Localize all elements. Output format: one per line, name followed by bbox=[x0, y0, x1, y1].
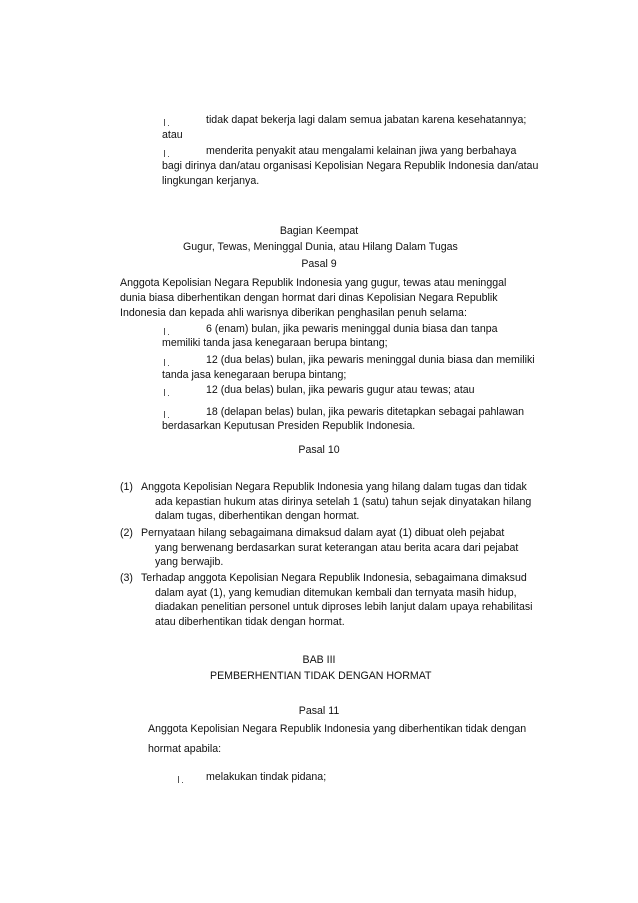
list-marker bbox=[164, 359, 168, 366]
paragraph-line: hormat apabila: bbox=[148, 743, 222, 755]
list-item-text: 12 (dua belas) bulan, jika pewaris meninggal dunia biasa dan memiliki bbox=[206, 354, 535, 366]
article-title: Pasal 11 bbox=[298, 705, 340, 717]
list-item-text: 12 (dua belas) bulan, jika pewaris gugur atau tewas; atau bbox=[206, 384, 475, 396]
paragraph-line: yang berwajib. bbox=[155, 556, 224, 568]
paragraph-line: diadakan penelitian personel untuk diproses lebih lanjut dalam upaya rehabilitasi bbox=[155, 601, 533, 613]
paragraph-number: (1) bbox=[120, 481, 133, 493]
section-heading: Bagian Keempat bbox=[279, 225, 359, 237]
paragraph-line: Anggota Kepolisian Negara Republik Indonesia yang diberhentikan tidak dengan bbox=[148, 723, 527, 735]
list-item-text: berdasarkan Keputusan Presiden Republik Indonesia. bbox=[162, 420, 416, 432]
article-title: Pasal 10 bbox=[298, 444, 340, 456]
list-marker bbox=[164, 411, 168, 418]
list-marker bbox=[178, 776, 182, 783]
paragraph-line: dunia biasa diberhentikan dengan hormat dari dinas Kepolisian Negara Republik bbox=[120, 292, 498, 304]
paragraph-number: (3) bbox=[120, 572, 133, 584]
list-item-text: 18 (delapan belas) bulan, jika pewaris ditetapkan sebagai pahlawan bbox=[206, 406, 525, 418]
article-title: Pasal 9 bbox=[301, 258, 337, 270]
list-item-text: melakukan tindak pidana; bbox=[206, 771, 327, 783]
list-item-text: memiliki tanda jasa kenegaraan berupa bintang; bbox=[162, 337, 388, 349]
paragraph-line: Anggota Kepolisian Negara Republik Indonesia yang hilang dalam tugas dan tidak bbox=[141, 481, 527, 493]
paragraph-line: dalam ayat (1), yang kemudian ditemukan kembali dan ternyata masih hidup, bbox=[155, 587, 517, 599]
paragraph-line: Anggota Kepolisian Negara Republik Indonesia yang gugur, tewas atau meninggal bbox=[120, 277, 507, 289]
paragraph-line: Terhadap anggota Kepolisian Negara Republik Indonesia, sebagaimana dimaksud bbox=[141, 572, 527, 584]
list-item-text: tanda jasa kenegaraan berupa bintang; bbox=[162, 369, 347, 381]
list-marker bbox=[164, 328, 168, 335]
list-marker bbox=[164, 119, 168, 126]
paragraph-line: Pernyataan hilang sebagaimana dimaksud dalam ayat (1) dibuat oleh pejabat bbox=[141, 527, 505, 539]
paragraph-number: (2) bbox=[120, 527, 133, 539]
paragraph-line: ada kepastian hukum atas dirinya setelah 1 (satu) tahun sejak dinyatakan hilang bbox=[155, 496, 532, 508]
list-item-text: tidak dapat bekerja lagi dalam semua jabatan karena kesehatannya; bbox=[206, 114, 527, 126]
list-item-text: bagi dirinya dan/atau organisasi Kepolisian Negara Republik Indonesia dan/atau bbox=[162, 160, 539, 172]
chapter-title: BAB III bbox=[302, 654, 336, 666]
paragraph-line: dalam tugas, diberhentikan dengan hormat. bbox=[155, 510, 360, 522]
paragraph-line: yang berwenang berdasarkan surat keterangan atau berita acara dari pejabat bbox=[155, 542, 519, 554]
chapter-subtitle: PEMBERHENTIAN TIDAK DENGAN HORMAT bbox=[210, 670, 432, 682]
list-marker bbox=[164, 150, 168, 157]
paragraph-line: Indonesia dan kepada ahli warisnya diberikan penghasilan penuh selama: bbox=[120, 307, 467, 319]
list-item-text: 6 (enam) bulan, jika pewaris meninggal dunia biasa dan tanpa bbox=[206, 323, 498, 335]
list-item-text: menderita penyakit atau mengalami kelainan jiwa yang berbahaya bbox=[206, 145, 517, 157]
list-item-text: lingkungan kerjanya. bbox=[162, 175, 260, 187]
paragraph-line: atau diberhentikan tidak dengan hormat. bbox=[155, 616, 345, 628]
section-subheading: Gugur, Tewas, Meninggal Dunia, atau Hilang Dalam Tugas bbox=[183, 241, 458, 253]
list-marker bbox=[164, 389, 168, 396]
list-item-text: atau bbox=[162, 129, 183, 141]
